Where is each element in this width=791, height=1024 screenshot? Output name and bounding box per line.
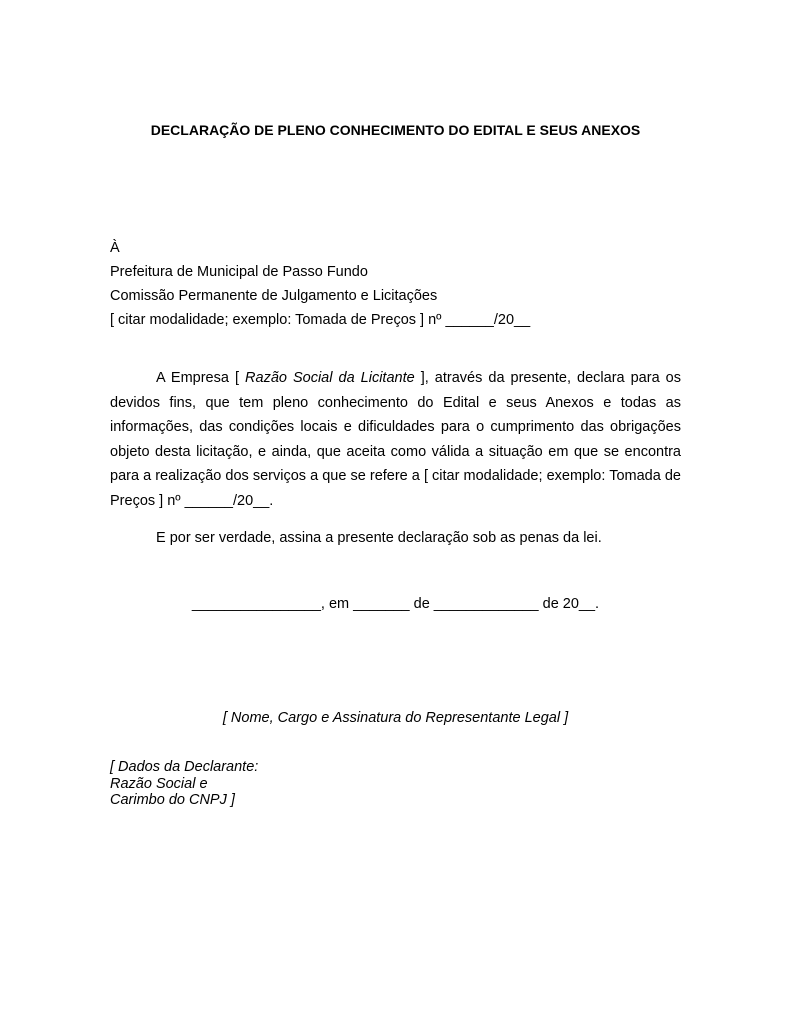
company-name-placeholder: Razão Social da Licitante: [245, 370, 415, 386]
addressee-line-2: Comissão Permanente de Julgamento e Licitações: [110, 288, 438, 304]
declaration-part-1: A Empresa [: [156, 370, 246, 386]
addressee-to: À: [110, 240, 120, 256]
addressee-block: [110, 236, 530, 332]
declarant-line-1: [ Dados da Declarante:: [110, 759, 259, 775]
declarant-data-block: [110, 759, 258, 809]
document-title: DECLARAÇÃO DE PLENO CONHECIMENTO DO EDITAL E SEUS ANEXOS: [150, 122, 641, 138]
addressee-line-3: [ citar modalidade; exemplo: Tomada de Preços ] nº ______/20__: [110, 312, 531, 328]
place-date-line: ________________, em _______ de _____________ de 20__.: [191, 596, 600, 612]
declaration-paragraph: [110, 366, 681, 513]
declarant-line-2: Razão Social e: [110, 775, 208, 792]
addressee-line-1: Prefeitura de Municipal de Passo Fundo: [110, 264, 368, 280]
truth-statement: E por ser verdade, assina a presente declaração sob as penas da lei.: [156, 530, 602, 546]
declarant-line-3: Carimbo do CNPJ ]: [110, 792, 235, 808]
declaration-part-2: ], através da presente, declara para os devidos fins, que tem pleno conhecimento do Edital e seus Anexos e todas as informações, das condições locais e dificuldades para o cumprimento das obrigações objeto desta licitação, e ainda, que aceita como válida a situação em que se encontra para a realização dos serviços a que se refere a [ citar modalidade; exemplo: Tomada de Preços ] nº ______/20__.: [110, 370, 681, 509]
signature-placeholder: [ Nome, Cargo e Assinatura do Representante Legal ]: [222, 710, 569, 726]
